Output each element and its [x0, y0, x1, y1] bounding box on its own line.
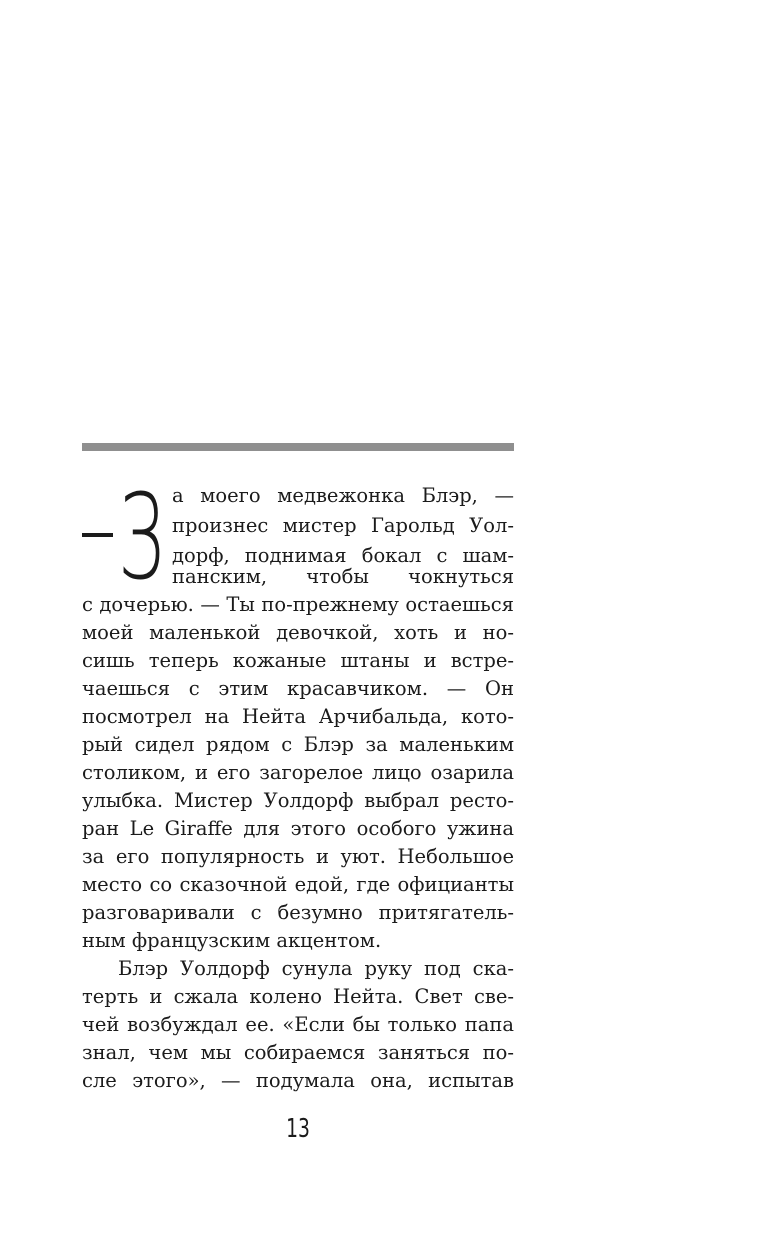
opening-dash	[82, 533, 113, 537]
drop-cap: З	[118, 468, 165, 606]
text-line: чаешься с этим красавчиком. — Он	[82, 677, 514, 700]
text-line: панским, чтобы чокнуться	[172, 565, 514, 588]
text-line: место со сказочной едой, где официанты	[82, 873, 514, 896]
chapter-divider-rule	[82, 443, 514, 451]
text-line: сле этого», — подумала она, испытав	[82, 1069, 514, 1092]
text-line: улыбка. Мистер Уолдорф выбрал ресто-	[82, 789, 514, 812]
text-line: чей возбуждал ее. «Если бы только папа	[82, 1013, 514, 1036]
text-line: дорф, поднимая бокал с шам-	[172, 544, 514, 567]
text-line: с дочерью. — Ты по-прежнему остаешься	[82, 593, 514, 616]
text-line: рый сидел рядом с Блэр за маленьким	[82, 733, 514, 756]
text-line: ным французским акцентом.	[82, 929, 382, 952]
text-line: ран Le Giraffe для этого особого ужина	[82, 817, 514, 840]
text-line: моей маленькой девочкой, хоть и но-	[82, 621, 514, 644]
text-line: посмотрел на Нейта Арчибальда, кото-	[82, 705, 514, 728]
text-line: знал, чем мы собираемся заняться по-	[82, 1041, 514, 1064]
page-number: 13	[286, 1114, 310, 1144]
text-line: Блэр Уолдорф сунула руку под ска-	[118, 957, 514, 980]
text-line: разговаривали с безумно притягатель-	[82, 901, 514, 924]
text-line: произнес мистер Гарольд Уол-	[172, 514, 514, 537]
text-line: за его популярность и уют. Небольшое	[82, 845, 514, 868]
text-line: а моего медвежонка Блэр, —	[172, 484, 514, 507]
text-line: терть и сжала колено Нейта. Свет све-	[82, 985, 514, 1008]
text-line: сишь теперь кожаные штаны и встре-	[82, 649, 514, 672]
text-line: столиком, и его загорелое лицо озарила	[82, 761, 514, 784]
